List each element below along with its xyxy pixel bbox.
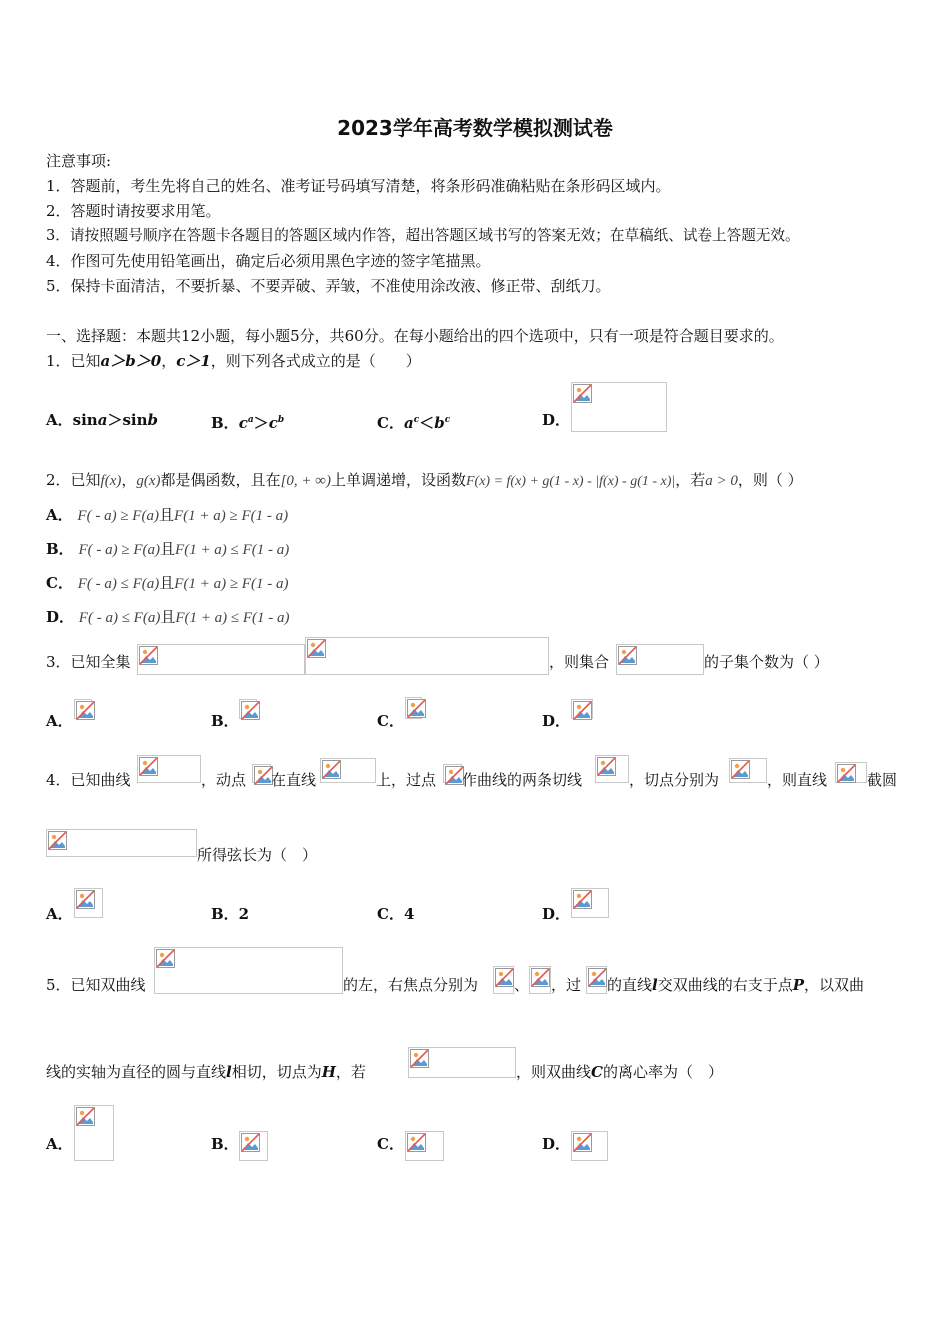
q2-F-def: F(x) = f(x) + g(1 - x) - |f(x) - g(1 - x)| [465,474,676,489]
broken-image-icon [239,699,257,719]
q5-option-c: C． [377,1135,404,1153]
broken-image-icon [835,762,867,783]
broken-image-glyph [731,760,750,779]
broken-image-glyph [407,699,426,718]
q4-text-5: 作曲线的两条切线 [462,771,583,789]
broken-image-icon [252,764,271,783]
q2-d-left: F( - a) ≤ F(a) [78,610,161,626]
broken-image-icon [137,644,305,675]
q5-text-3: 、 [514,976,530,994]
q1-stem-tail: ，则下列各式成立的是（ ） [210,352,421,370]
q1-c-lt: ＜ [419,414,435,432]
broken-image-icon [74,1105,114,1161]
broken-image-glyph [531,968,550,987]
broken-image-icon [405,1131,444,1161]
q1-stem-text: 1．已知 [46,352,101,370]
broken-image-icon [154,947,343,994]
q5-var-C: C [591,1063,603,1081]
broken-image-icon [443,764,462,783]
q1-option-a [46,410,158,430]
notice-item-4: 4．作图可先使用铅笔画出，确定后必须用黑色字迹的签字笔描黑。 [46,252,491,270]
option-label: A． [46,411,73,429]
option-label: C． [377,414,404,432]
q2-interval: [0, + ∞) [280,473,331,489]
q2-b-left: F( - a) ≥ F(a) [78,542,161,558]
q2-option-a [46,505,288,526]
broken-image-icon [405,697,422,719]
q2-a-left: F( - a) ≥ F(a) [77,508,159,524]
q5-text-1: 5．已知双曲线 [46,976,146,994]
q4-text-1: 4．已知曲线 [46,771,131,789]
broken-image-glyph [241,701,260,720]
q1-a-sin2: ＞sin [107,411,148,429]
q5-var-l: l [652,976,658,994]
option-label: A． [46,506,73,524]
q5-text-6: 交双曲线的右支于点 [657,976,793,994]
q5-line-2-tail [516,1062,723,1082]
broken-image-glyph [241,1133,260,1152]
q2-text-2: 都是偶函数，且在 [160,471,281,489]
q5-var-P: P [792,976,805,994]
broken-image-icon [571,1131,608,1161]
q1-a-var-a: a [97,411,108,429]
broken-image-glyph [588,968,607,987]
q3-text-2: ，则集合 [549,653,610,671]
q2-option-c [46,573,288,594]
q5-option-b: B． [211,1135,239,1153]
q5-text-10: ，若 [335,1063,366,1081]
notice-item-3: 3．请按照题号顺序在答题卡各题目的答题区域内作答，超出答题区域书写的答案无效；在草稿纸、试卷上答题无效。 [46,227,800,244]
q4-option-b: B．2 [211,905,250,923]
q4-text-9: 所得弦长为（ ） [197,846,318,864]
q1-c-a: a [403,414,414,432]
q5-line-2 [46,1062,366,1082]
q5-text-11: ，则双曲线 [516,1063,592,1081]
q4-text-8: 截圆 [867,771,898,789]
q5-option-a: A． [46,1135,73,1153]
q2-g: g(x) [136,473,161,489]
q1-option-d: D． [542,411,571,429]
q5-text-8: 线的实轴为直径的圆与直线 [46,1063,227,1081]
option-label: C． [46,574,73,592]
q2-cond: a > 0 [705,473,738,489]
broken-image-icon [729,758,767,783]
q1-cond-ab: a＞b＞0 [100,352,162,370]
broken-image-glyph [307,639,326,658]
q1-b-gt: ＞ [253,414,269,432]
broken-image-glyph [495,968,514,987]
broken-image-glyph [573,701,592,720]
q3-option-a: A． [46,712,73,730]
q5-text-5-group [607,975,864,995]
q5-var-l: l [226,1063,232,1081]
q2-c-left: F( - a) ≤ F(a) [77,576,160,592]
q4-text-3: 在直线 [271,771,317,789]
q1-stem [46,351,421,371]
q4-text-7: ，则直线 [767,771,828,789]
q4-text-2: ，动点 [201,771,247,789]
broken-image-glyph [573,1133,592,1152]
q4-text-6: ，切点分别为 [629,771,720,789]
option-label: D． [46,608,75,626]
broken-image-icon [239,1131,268,1161]
broken-image-glyph [410,1049,429,1068]
q3-option-b: B． [211,712,239,730]
broken-image-glyph [597,757,616,776]
page-title: 2023学年高考数学模拟测试卷 [337,116,613,140]
q3-text-3: 的子集个数为（ ） [704,653,829,671]
q1-cond-c: c＞1 [176,352,211,370]
broken-image-glyph [48,831,67,850]
option-label: B． [46,540,74,558]
q1-b-c1: c [238,414,248,432]
q4-option-c: C．4 [377,905,415,923]
broken-image-icon [408,1047,516,1078]
broken-image-icon [571,382,667,432]
broken-image-icon [586,966,607,994]
q5-var-H: H [321,1063,336,1081]
broken-image-glyph [322,760,341,779]
q1-a-sin1: sin [72,411,98,429]
broken-image-icon [595,755,629,783]
q1-b-exp2: b [277,415,285,425]
broken-image-glyph [618,646,637,665]
q1-c-exp1: c [413,415,420,425]
notice-item-5: 5．保持卡面清洁，不要折暴、不要弄破、弄皱，不准使用涂改液、修正带、刮纸刀。 [46,277,611,295]
q5-text-7: ，以双曲 [804,976,865,994]
broken-image-icon [74,888,103,918]
broken-image-glyph [139,757,158,776]
q5-text-4: ，过 [551,976,582,994]
q2-option-b [46,539,289,560]
q4-option-a: A． [46,905,73,923]
q1-option-c [377,410,450,433]
q3-text-1: 3．已知全集 [46,653,131,671]
q2-and: 且 [160,608,176,626]
q1-sep: ， [161,352,177,370]
q4-option-d: D． [542,905,571,923]
broken-image-icon [74,699,92,719]
q2-c-right: F(1 + a) ≥ F(1 - a) [174,576,289,592]
q2-d-right: F(1 + a) ≤ F(1 - a) [175,610,290,626]
broken-image-icon [46,829,197,857]
q2-and: 且 [158,506,174,524]
q2-text-1: 2．已知 [46,471,101,489]
q1-b-exp1: a [247,415,254,425]
q2-stem [46,470,803,492]
broken-image-icon [571,699,593,719]
option-label: B． [211,414,239,432]
broken-image-icon [493,966,514,994]
broken-image-glyph [837,764,856,783]
q5-text-5: 的直线 [607,976,653,994]
broken-image-glyph [76,701,95,720]
q2-text-5: ，则（ ） [737,471,803,489]
notice-item-1: 1．答题前，考生先将自己的姓名、准考证号码填写清楚，将条形码准确粘贴在条形码区域内。 [46,177,671,195]
q5-option-d: D． [542,1135,571,1153]
section-heading: 一、选择题：本题共12小题，每小题5分，共60分。在每小题给出的四个选项中，只有一项是符合题目要求的。 [46,327,784,345]
q2-text-3: 上单调递增，设函数 [330,471,466,489]
broken-image-glyph [76,890,95,909]
q5-text-12: 的离心率为（ ） [602,1063,723,1081]
broken-image-glyph [573,384,592,403]
q5-text-2: 的左，右焦点分别为 [343,976,479,994]
q2-and: 且 [160,540,176,558]
q1-c-exp2: c [444,415,451,425]
q2-a-right: F(1 + a) ≥ F(1 - a) [173,508,289,524]
broken-image-icon [320,758,376,783]
q1-c-b: b [434,414,445,432]
broken-image-glyph [573,890,592,909]
q2-and: 且 [159,574,175,592]
broken-image-icon [305,637,549,675]
q2-comma: ， [121,471,137,489]
q2-text-4: ，若 [675,471,706,489]
q1-a-var-b: b [147,411,158,429]
broken-image-glyph [76,1107,95,1126]
broken-image-icon [571,888,609,918]
broken-image-icon [529,966,551,994]
notice-heading: 注意事项: [46,152,112,170]
q3-option-d: D． [542,712,571,730]
q2-option-d [46,607,290,628]
q1-option-b [211,410,284,433]
broken-image-glyph [407,1133,426,1152]
q4-text-4: 上，过点 [376,771,437,789]
q1-b-c2: c [268,414,278,432]
notice-item-2: 2．答题时请按要求用笔。 [46,202,221,220]
broken-image-glyph [156,949,175,968]
broken-image-icon [616,644,704,675]
q2-f: f(x) [100,473,122,489]
q2-b-right: F(1 + a) ≤ F(1 - a) [175,542,290,558]
broken-image-icon [137,755,201,783]
broken-image-glyph [139,646,158,665]
q5-text-9: 相切，切点为 [231,1063,322,1081]
q3-option-c: C． [377,712,404,730]
